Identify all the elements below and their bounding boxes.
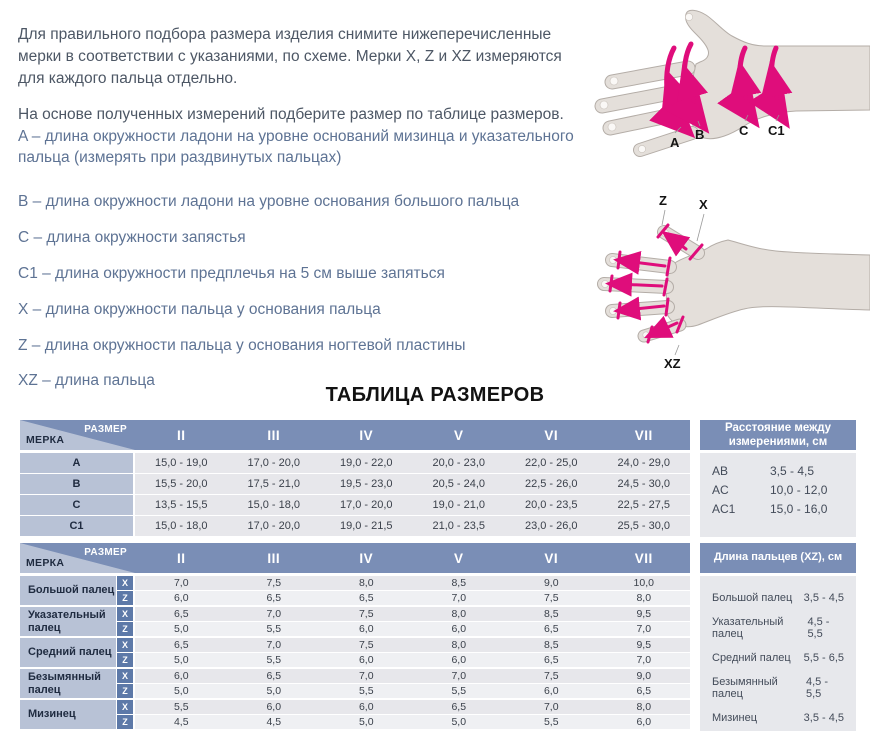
table-cell: 7,0 [266, 608, 282, 620]
table-cell: 19,0 - 21,0 [432, 499, 486, 511]
z-badge: Z [117, 591, 133, 605]
column-header: III [267, 427, 281, 443]
table-cell: 9,5 [636, 639, 652, 651]
z-row [135, 591, 690, 605]
x-row [135, 700, 690, 714]
z-row [135, 622, 690, 636]
table-cell: 5,0 [173, 685, 189, 697]
table-cell: 6,0 [173, 670, 189, 682]
table-cell: 5,5 [451, 685, 467, 697]
z-row [135, 653, 690, 667]
table-cell: 19,5 - 23,0 [339, 478, 393, 490]
column-header: IV [359, 427, 374, 443]
panel-row-value: 4,5 - 5,5 [805, 676, 828, 700]
panel-row-label: Безымянный палец [712, 676, 778, 700]
panel-row [712, 500, 856, 519]
row-values [135, 495, 690, 515]
table-cell: 22,5 - 27,5 [617, 499, 671, 511]
panel-row-value: 5,5 - 6,5 [803, 652, 844, 664]
x-badge: X [117, 638, 133, 652]
table-cell: 6,0 [266, 701, 282, 713]
table-cell: 6,5 [266, 592, 282, 604]
legend-item-xz: XZ – длина пальца [18, 372, 155, 389]
panel-row-label: Средний палец [712, 652, 791, 664]
finger-length-panel-header [700, 543, 856, 573]
band-label-a: A [670, 135, 680, 150]
finger-block-middle [20, 638, 690, 667]
table-cell: 6,0 [173, 592, 189, 604]
row-label: B [20, 474, 133, 494]
distance-panel-body [700, 453, 856, 537]
panel-row-label: AB [712, 464, 729, 478]
table-cell: 15,0 - 19,0 [154, 457, 208, 469]
finger-block-thumb [20, 576, 690, 605]
row-label: C1 [20, 516, 133, 536]
table-cell: 5,5 [173, 701, 189, 713]
table-cell: 5,5 [266, 623, 282, 635]
table-cell: 6,0 [358, 701, 374, 713]
column-header: VI [544, 550, 559, 566]
table-cell: 7,0 [266, 639, 282, 651]
table-cell: 15,5 - 20,0 [154, 478, 208, 490]
table-cell: 8,5 [451, 577, 467, 589]
z-badge: Z [117, 684, 133, 698]
column-header: VI [544, 427, 559, 443]
finger-rows [135, 607, 690, 636]
table-cell: 7,0 [636, 654, 652, 666]
finger-columns [135, 543, 690, 573]
table-cell: 8,0 [451, 639, 467, 651]
table-cell: 5,5 [543, 716, 559, 728]
table-cell: 7,5 [266, 577, 282, 589]
panel-row-value: 10,0 - 12,0 [770, 483, 828, 497]
z-badge: Z [117, 622, 133, 636]
row-values [135, 453, 690, 473]
table-cell: 7,0 [543, 701, 559, 713]
finger-block-index [20, 607, 690, 636]
table-cell: 5,0 [173, 654, 189, 666]
table-cell: 7,0 [636, 623, 652, 635]
table-cell: 24,5 - 30,0 [617, 478, 671, 490]
mark-label-xz: XZ [664, 356, 681, 371]
table-row-a [20, 453, 690, 473]
panel-row-value: 15,0 - 16,0 [770, 502, 828, 516]
x-badge: X [117, 700, 133, 714]
panel-row [712, 652, 844, 664]
band-label-b: B [695, 127, 705, 142]
table-cell: 9,5 [636, 608, 652, 620]
column-header: II [176, 550, 186, 566]
table-cell: 7,0 [451, 592, 467, 604]
x-badge: X [117, 669, 133, 683]
size-columns [135, 420, 690, 450]
column-header: V [453, 550, 464, 566]
legend-item-c: C – длина окружности запястья [18, 229, 246, 246]
panel-row [712, 462, 856, 481]
column-header: VII [634, 550, 653, 566]
table-cell: 8,5 [543, 608, 559, 620]
panel-row [712, 676, 844, 700]
table-cell: 17,0 - 20,0 [247, 457, 301, 469]
hand-silhouette [685, 10, 870, 138]
x-row [135, 607, 690, 621]
table-cell: 7,5 [543, 592, 559, 604]
table-cell: 8,5 [543, 639, 559, 651]
panel-row-value: 4,5 - 5,5 [807, 616, 830, 640]
table-cell: 6,0 [451, 623, 467, 635]
legend-item-x: X – длина окружности пальца у основания пальца [18, 301, 381, 318]
table-cell: 7,5 [358, 608, 374, 620]
table-cell: 5,0 [451, 716, 467, 728]
corner-measure-label: МЕРКА [26, 557, 65, 569]
table-cell: 7,0 [451, 670, 467, 682]
table-cell: 6,0 [543, 685, 559, 697]
z-badge: Z [117, 653, 133, 667]
distance-panel-header [700, 420, 856, 450]
finger-name: Средний палец [20, 638, 116, 667]
table-cell: 5,0 [173, 623, 189, 635]
table-cell: 5,0 [358, 716, 374, 728]
table-cell: 19,0 - 21,5 [339, 520, 393, 532]
panel-row-value: 3,5 - 4,5 [770, 464, 815, 478]
table-cell: 6,0 [358, 654, 374, 666]
table-cell: 15,0 - 18,0 [154, 520, 208, 532]
intro-paragraph: Для правильного подбора размера изделия снимите нижеперечисленные мерки в соответствии с указаниями, по схеме. Мерки X, Z и XZ измеряются для каждого пальца отдельно. [18, 25, 562, 87]
panel-row-label: AC [712, 483, 729, 497]
finger-rows [135, 700, 690, 729]
row-values [135, 516, 690, 536]
panel-title: Длина пальцев (XZ), см [713, 551, 843, 564]
finger-block-ring [20, 669, 690, 698]
band-label-c: C [739, 123, 749, 138]
panel-row-label: Мизинец [712, 712, 757, 724]
table-cell: 10,0 [633, 577, 654, 589]
corner-cell [20, 543, 135, 573]
table-cell: 6,5 [451, 701, 467, 713]
panel-row [712, 592, 844, 604]
hand-diagram-fingers [580, 183, 870, 373]
table-cell: 4,5 [266, 716, 282, 728]
legend-item-b: B – длина окружности ладони на уровне основания большого пальца [18, 193, 520, 210]
table-cell: 6,0 [636, 716, 652, 728]
panel-row [712, 616, 844, 640]
panel-row-value: 3,5 - 4,5 [803, 712, 844, 724]
finger-name: Указательный палец [20, 607, 116, 636]
x-badge: X [117, 576, 133, 590]
finger-table [20, 543, 690, 731]
table-cell: 15,0 - 18,0 [247, 499, 301, 511]
panel-row-value: 3,5 - 4,5 [803, 592, 844, 604]
table-cell: 7,0 [173, 577, 189, 589]
table-cell: 17,0 - 20,0 [339, 499, 393, 511]
panel-row [712, 712, 844, 724]
table-cell: 22,0 - 25,0 [524, 457, 578, 469]
table-cell: 6,5 [543, 623, 559, 635]
column-header: IV [359, 550, 374, 566]
x-badge: X [117, 607, 133, 621]
column-header: II [176, 427, 186, 443]
table-cell: 19,0 - 22,0 [339, 457, 393, 469]
legend-item-a: A – длина окружности ладони на уровне оснований мизинца и указательного пальца (измерять при раздвинутых пальцах) [18, 128, 574, 166]
corner-size-label: РАЗМЕР [84, 424, 127, 435]
finger-block-pinky [20, 700, 690, 729]
x-row [135, 638, 690, 652]
distance-panel [700, 420, 856, 537]
table-cell: 5,5 [358, 685, 374, 697]
table-cell: 17,0 - 20,0 [247, 520, 301, 532]
row-label: A [20, 453, 133, 473]
corner-measure-label: МЕРКА [26, 434, 65, 446]
finger-rows [135, 669, 690, 698]
x-row [135, 669, 690, 683]
table-cell: 7,0 [358, 670, 374, 682]
table-cell: 6,5 [543, 654, 559, 666]
table-cell: 6,5 [266, 670, 282, 682]
size-table-header [20, 420, 690, 450]
table-cell: 20,0 - 23,5 [524, 499, 578, 511]
row-values [135, 474, 690, 494]
xz-badges [117, 576, 133, 605]
z-row [135, 715, 690, 729]
panel-row-label: AC1 [712, 502, 736, 516]
panel-title-line: Расстояние между [724, 421, 832, 434]
mark-label-x: X [699, 197, 708, 212]
finger-name: Мизинец [20, 700, 116, 729]
table-cell: 8,0 [358, 577, 374, 589]
table-cell: 4,5 [173, 716, 189, 728]
table-cell: 9,0 [636, 670, 652, 682]
z-row [135, 684, 690, 698]
xz-badges [117, 607, 133, 636]
table-cell: 23,0 - 26,0 [524, 520, 578, 532]
finger-rows [135, 576, 690, 605]
xz-badges [117, 638, 133, 667]
hand-diagram-circumference [580, 0, 870, 183]
table-cell: 7,5 [358, 639, 374, 651]
legend-item-c1: C1 – длина окружности предплечья на 5 см выше запяться [18, 265, 445, 282]
table-cell: 6,5 [636, 685, 652, 697]
table-cell: 24,0 - 29,0 [617, 457, 671, 469]
finger-name: Большой палец [20, 576, 116, 605]
table-cell: 17,5 - 21,0 [247, 478, 301, 490]
panel-title-line: измерениями, см [728, 436, 828, 448]
finger-name: Безымянный палец [20, 669, 116, 698]
finger-table-header [20, 543, 690, 573]
table-row-b [20, 474, 690, 494]
panel-row-label: Указательный палец [712, 616, 784, 640]
xz-badges [117, 700, 133, 729]
table-cell: 9,0 [543, 577, 559, 589]
finger-rows [135, 638, 690, 667]
table-cell: 5,0 [266, 685, 282, 697]
table-cell: 6,0 [358, 623, 374, 635]
table-cell: 8,0 [636, 592, 652, 604]
table-cell: 13,5 - 15,5 [154, 499, 208, 511]
table-cell: 6,5 [358, 592, 374, 604]
legend-item-z: Z – длина окружности пальца у основания ногтевой пластины [18, 337, 466, 354]
table-cell: 7,5 [543, 670, 559, 682]
page-title: ТАБЛИЦА РАЗМЕРОВ [325, 384, 545, 406]
table-cell: 25,5 - 30,0 [617, 520, 671, 532]
x-row [135, 576, 690, 590]
table-cell: 6,5 [173, 639, 189, 651]
table-cell: 20,5 - 24,0 [432, 478, 486, 490]
column-header: III [267, 550, 281, 566]
finger-length-panel [700, 543, 856, 731]
mark-label-z: Z [659, 193, 667, 208]
table-cell: 20,0 - 23,0 [432, 457, 486, 469]
table-row-c1 [20, 516, 690, 536]
table-cell: 5,5 [266, 654, 282, 666]
corner-cell [20, 420, 135, 450]
table-cell: 6,5 [173, 608, 189, 620]
corner-size-label: РАЗМЕР [84, 547, 127, 558]
row-label: C [20, 495, 133, 515]
size-table [20, 420, 690, 537]
panel-row-label: Большой палец [712, 592, 793, 604]
table-row-c [20, 495, 690, 515]
finger-length-panel-body [700, 576, 856, 731]
intro-paragraph-2: На основе полученных измерений подберите размер по таблице размеров. [18, 105, 564, 123]
band-label-c1: C1 [768, 123, 785, 138]
panel-row [712, 481, 856, 500]
table-cell: 8,0 [451, 608, 467, 620]
table-cell: 8,0 [636, 701, 652, 713]
table-cell: 21,0 - 23,5 [432, 520, 486, 532]
z-badge: Z [117, 715, 133, 729]
table-cell: 22,5 - 26,0 [524, 478, 578, 490]
column-header: V [453, 427, 464, 443]
xz-badges [117, 669, 133, 698]
column-header: VII [634, 427, 653, 443]
table-cell: 6,0 [451, 654, 467, 666]
